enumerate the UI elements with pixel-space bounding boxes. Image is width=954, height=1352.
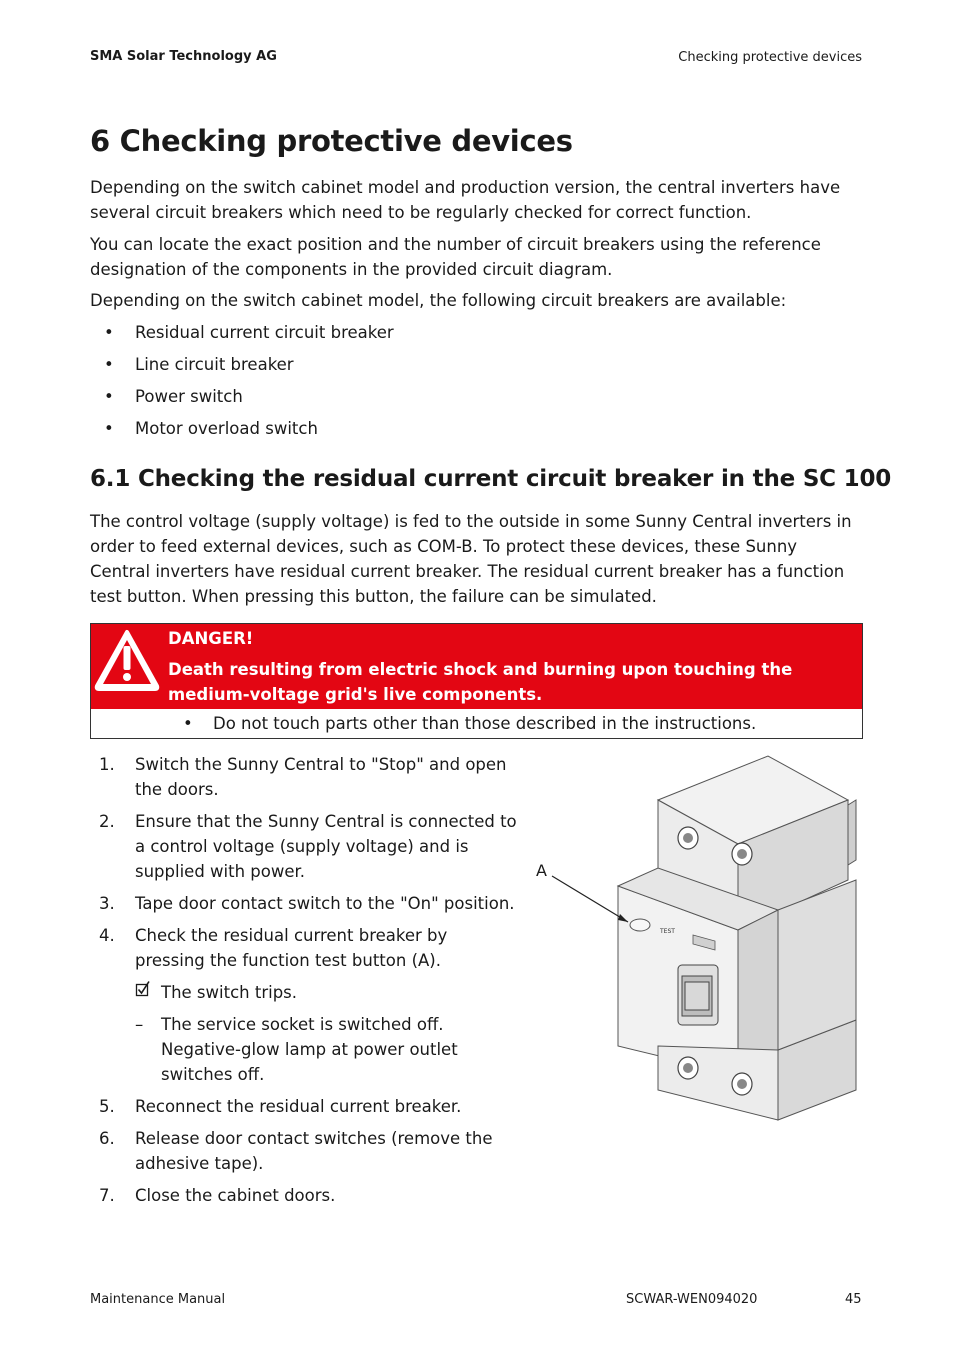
step-item [90, 1094, 520, 1119]
step-result [135, 980, 520, 1005]
step-number: 7. [99, 1186, 115, 1205]
step-number: 6. [99, 1129, 115, 1148]
header-company: SMA Solar Technology AG [90, 49, 277, 64]
step-note [135, 1012, 520, 1087]
step-number: 5. [99, 1097, 115, 1116]
step-number: 1. [99, 755, 115, 774]
danger-notice [90, 623, 863, 739]
step-number: 3. [99, 894, 115, 913]
callout-a: A [536, 861, 547, 880]
paragraph: Depending on the switch cabinet model, the following circuit breakers are available: [90, 291, 787, 310]
step-text: Tape door contact switch to the "On" position. [135, 894, 515, 913]
footer-doc-id: SCWAR-WEN094020 [626, 1292, 758, 1307]
danger-bullet: Do not touch parts other than those described in the instructions. [213, 714, 757, 733]
chapter-title: 6 Checking protective devices [90, 124, 573, 158]
section-intro: The control voltage (supply voltage) is fed to the outside in some Sunny Central inverters in order to feed external devices, such as COM-B. To protect these devices, these Sunny Central inverters have residual current breaker. The residual current breaker has a function test button. When pressing this button, the failure can be simulated. [90, 512, 852, 606]
step-text: Reconnect the residual current breaker. [135, 1097, 462, 1116]
test-button-label: TEST [660, 928, 675, 935]
danger-measure [91, 709, 862, 738]
step-text: Switch the Sunny Central to "Stop" and open the doors. [135, 755, 507, 799]
step-number: 4. [99, 926, 115, 945]
step-item [90, 1183, 520, 1208]
procedure-steps [90, 752, 520, 1215]
danger-text: Death resulting from electric shock and burning upon touching the medium-voltage grid's live components. [168, 660, 793, 704]
step-text: Ensure that the Sunny Central is connected to a control voltage (supply voltage) and is supplied with power. [135, 812, 517, 881]
breaker-illustration [530, 750, 870, 1130]
danger-header [91, 624, 862, 709]
paragraph: Depending on the switch cabinet model and production version, the central inverters have several circuit breakers which need to be regularly checked for correct function. [90, 178, 841, 222]
step-text: Check the residual current breaker by pressing the function test button (A). [135, 926, 448, 970]
step-number: 2. [99, 812, 115, 831]
warning-triangle-icon [91, 624, 163, 709]
step-item [90, 891, 520, 916]
page-number: 45 [845, 1292, 862, 1307]
footer-manual: Maintenance Manual [90, 1292, 226, 1307]
breaker-list [90, 320, 862, 448]
step-item [90, 923, 520, 1087]
bullet-icon: • [183, 714, 193, 733]
step-item [90, 809, 520, 884]
header-section: Checking protective devices [678, 50, 862, 65]
list-item: • Residual current circuit breaker [90, 320, 862, 352]
list-item: • Power switch [90, 384, 862, 416]
list-item: • Motor overload switch [90, 416, 862, 448]
checkbox-checked-icon [135, 980, 151, 1005]
result-text: The switch trips. [161, 983, 298, 1002]
breaker-drawing [530, 750, 870, 1130]
step-text: Release door contact switches (remove the adhesive tape). [135, 1129, 493, 1173]
step-item [90, 1126, 520, 1176]
step-item [90, 752, 520, 802]
list-item: • Line circuit breaker [90, 352, 862, 384]
section-title: 6.1 Checking the residual current circuit breaker in the SC 100 [90, 466, 892, 492]
danger-label: DANGER! [168, 629, 254, 648]
paragraph: You can locate the exact position and the number of circuit breakers using the reference designation of the components in the provided circuit diagram. [90, 235, 821, 279]
step-text: Close the cabinet doors. [135, 1186, 336, 1205]
note-text: The service socket is switched off. Negative-glow lamp at power outlet switches off. [161, 1015, 458, 1084]
dash-icon: – [135, 1015, 144, 1034]
